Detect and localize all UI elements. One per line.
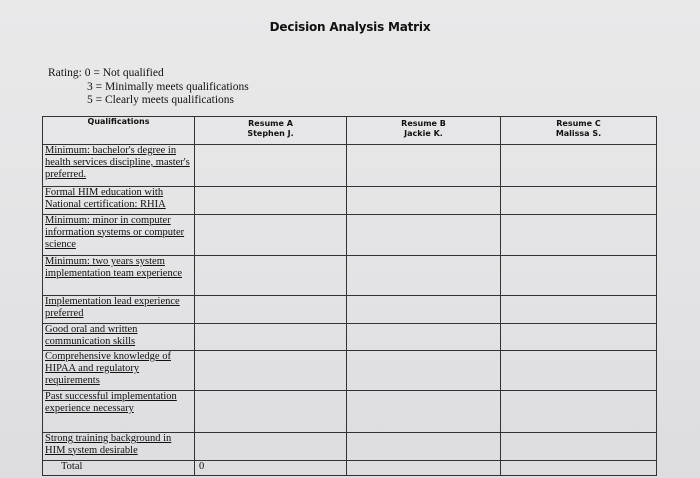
total-cell-c[interactable]: [501, 460, 657, 475]
score-cell-b[interactable]: [347, 432, 501, 460]
header-resume-c-title: Resume C: [556, 119, 601, 128]
header-resume-b: [347, 117, 501, 145]
score-cell-c[interactable]: [501, 255, 657, 295]
score-cell-a[interactable]: [195, 391, 347, 432]
criterion-text: Implementation lead experience preferred: [45, 296, 180, 320]
criterion-cell: [43, 391, 195, 432]
table-row: [43, 145, 657, 187]
criterion-text: Minimum: minor in computer information systems or computer science: [45, 214, 185, 250]
score-cell-b[interactable]: [347, 187, 501, 214]
score-cell-c[interactable]: [501, 296, 657, 323]
criterion-cell: [43, 323, 195, 350]
table-row: [43, 296, 657, 323]
score-cell-b[interactable]: [347, 145, 501, 187]
rating-scale-3: 3 = Minimally meets qualifications: [87, 80, 249, 93]
score-cell-c[interactable]: [501, 350, 657, 390]
score-cell-c[interactable]: [501, 391, 657, 432]
table-row: [43, 432, 657, 460]
header-qualifications: Qualifications: [43, 117, 195, 145]
rating-scale-5: 5 = Clearly meets qualifications: [87, 94, 235, 106]
criterion-text: Past successful implementation experience necessary: [45, 391, 177, 415]
score-cell-b[interactable]: [347, 391, 501, 432]
score-cell-a[interactable]: [195, 145, 347, 187]
score-cell-a[interactable]: [195, 350, 347, 390]
criterion-cell: [43, 432, 195, 460]
score-cell-a[interactable]: [195, 323, 347, 350]
header-resume-b-title: Resume B: [401, 119, 446, 128]
total-cell-b[interactable]: [347, 460, 501, 475]
score-cell-c[interactable]: [501, 145, 657, 187]
score-cell-c[interactable]: [501, 432, 657, 460]
header-resume-c-name: Malissa S.: [555, 129, 602, 138]
score-cell-a[interactable]: [195, 432, 347, 460]
score-cell-b[interactable]: [347, 255, 501, 295]
criterion-cell: [43, 214, 195, 255]
score-cell-a[interactable]: [195, 296, 347, 323]
total-row: [43, 460, 657, 475]
header-resume-a: [195, 117, 347, 145]
criterion-text: Strong training background in HIM system desirable: [45, 432, 172, 456]
header-row: [43, 117, 657, 145]
criterion-text: Minimum: bachelor's degree in health services discipline, master's preferred.: [45, 145, 190, 180]
header-resume-a-title: Resume A: [248, 119, 293, 128]
table-row: [43, 214, 657, 255]
rating-line-0: [48, 67, 249, 81]
criterion-cell: [43, 296, 195, 323]
score-cell-b[interactable]: [347, 214, 501, 255]
score-cell-b[interactable]: [347, 350, 501, 390]
total-label: Total: [43, 460, 195, 475]
table-row: [43, 255, 657, 295]
score-cell-c[interactable]: [501, 214, 657, 255]
table-row: [43, 391, 657, 432]
score-cell-b[interactable]: [347, 323, 501, 350]
criterion-cell: [43, 187, 195, 214]
table-row: [43, 323, 657, 350]
decision-matrix-table: [42, 116, 657, 476]
page-title: Decision Analysis Matrix: [269, 20, 431, 34]
criterion-cell: [43, 145, 195, 187]
score-cell-c[interactable]: [501, 187, 657, 214]
criterion-text: Good oral and written communication skills: [45, 323, 138, 347]
score-cell-a[interactable]: [195, 214, 347, 255]
score-cell-a[interactable]: [195, 187, 347, 214]
header-resume-a-name: Stephen J.: [247, 129, 294, 138]
criterion-text: Comprehensive knowledge of HIPAA and regulatory requirements: [45, 350, 171, 386]
criterion-cell: [43, 255, 195, 295]
criterion-text: Formal HIM education with National certification: RHIA: [45, 187, 166, 211]
criterion-text: Minimum: two years system implementation team experience: [45, 255, 183, 279]
score-cell-c[interactable]: [501, 323, 657, 350]
score-cell-a[interactable]: [195, 255, 347, 295]
rating-legend: [48, 67, 249, 108]
rating-scale-0: 0 = Not qualified: [84, 67, 164, 79]
table-row: [43, 187, 657, 214]
criterion-cell: [43, 350, 195, 390]
header-resume-c: [501, 117, 657, 145]
total-value-a[interactable]: 0: [195, 460, 347, 475]
table-row: [43, 350, 657, 390]
rating-label: Rating:: [48, 67, 82, 79]
header-resume-b-name: Jackie K.: [404, 129, 443, 138]
score-cell-b[interactable]: [347, 296, 501, 323]
